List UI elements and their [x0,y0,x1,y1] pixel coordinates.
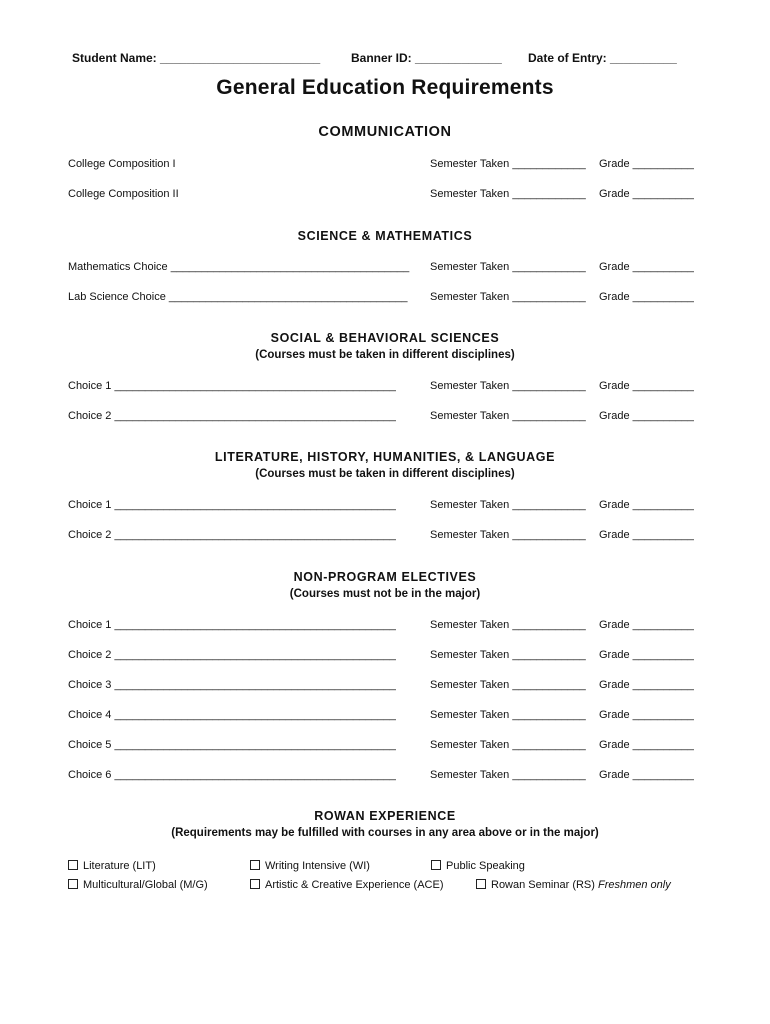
grade-field[interactable]: Grade __________ [599,739,694,751]
semester-taken-field[interactable]: Semester Taken ____________ [430,739,586,751]
semester-taken-field[interactable]: Semester Taken ____________ [430,410,586,422]
row-communication-2 [68,188,700,206]
lab-science-choice-field[interactable]: Lab Science Choice _______________________________________ [68,291,408,303]
checkbox-label: Writing Intensive (WI) [265,860,370,872]
checkbox-icon[interactable] [250,879,260,889]
row-communication-1 [68,158,700,176]
row-electives-5 [68,739,700,757]
row-literature-1 [68,499,700,517]
checkbox-literature[interactable] [68,860,156,872]
choice-field[interactable]: Choice 3 ______________________________________________ [68,679,396,691]
section-heading-science-math: SCIENCE & MATHEMATICS [297,229,473,243]
row-social-2 [68,410,700,428]
semester-taken-field[interactable]: Semester Taken ____________ [430,769,586,781]
row-social-1 [68,380,700,398]
grade-field[interactable]: Grade __________ [599,709,694,721]
checkbox-label: Public Speaking [446,860,525,872]
choice-field[interactable]: Choice 6 ______________________________________________ [68,769,396,781]
row-label: College Composition I [68,158,176,170]
section-heading-communication: COMMUNICATION [318,124,452,140]
grade-field[interactable]: Grade __________ [599,529,694,541]
choice-field[interactable]: Choice 5 ______________________________________________ [68,739,396,751]
choice-field[interactable]: Choice 1 ______________________________________________ [68,380,396,392]
semester-taken-field[interactable]: Semester Taken ____________ [430,619,586,631]
choice-field[interactable]: Choice 1 ______________________________________________ [68,499,396,511]
mathematics-choice-field[interactable]: Mathematics Choice _______________________________________ [68,261,410,273]
section-subheading-electives: (Courses must not be in the major) [289,588,481,600]
checkbox-writing-intensive[interactable] [250,860,370,872]
section-heading-literature: LITERATURE, HISTORY, HUMANITIES, & LANGUAGE [214,450,556,464]
section-heading-rowan: ROWAN EXPERIENCE [314,809,456,823]
grade-field[interactable]: Grade __________ [599,649,694,661]
grade-field[interactable]: Grade __________ [599,499,694,511]
choice-field[interactable]: Choice 2 ______________________________________________ [68,410,396,422]
banner-id-field[interactable]: Banner ID: _____________ [351,51,502,65]
grade-field[interactable]: Grade __________ [599,380,694,392]
checkbox-icon[interactable] [476,879,486,889]
row-science-math-2 [68,291,700,309]
row-label: College Composition II [68,188,179,200]
row-electives-4 [68,709,700,727]
checkbox-rowan-seminar[interactable] [476,879,671,891]
grade-field[interactable]: Grade __________ [599,188,694,200]
checkbox-label: Rowan Seminar (RS) [491,879,595,891]
semester-taken-field[interactable]: Semester Taken ____________ [430,158,586,170]
checkbox-public-speaking[interactable] [431,860,525,872]
checkbox-artistic-creative[interactable] [250,879,444,891]
semester-taken-field[interactable]: Semester Taken ____________ [430,529,586,541]
semester-taken-field[interactable]: Semester Taken ____________ [430,188,586,200]
grade-field[interactable]: Grade __________ [599,619,694,631]
grade-field[interactable]: Grade __________ [599,158,694,170]
section-subheading-rowan: (Requirements may be fulfilled with courses in any area above or in the major) [171,827,599,839]
grade-field[interactable]: Grade __________ [599,291,694,303]
semester-taken-field[interactable]: Semester Taken ____________ [430,261,586,273]
grade-field[interactable]: Grade __________ [599,261,694,273]
grade-field[interactable]: Grade __________ [599,769,694,781]
checkbox-icon[interactable] [68,860,78,870]
choice-field[interactable]: Choice 4 ______________________________________________ [68,709,396,721]
row-science-math-1 [68,261,700,279]
page-title: General Education Requirements [216,76,554,99]
checkbox-label: Literature (LIT) [83,860,156,872]
section-heading-social: SOCIAL & BEHAVIORAL SCIENCES [270,331,500,345]
semester-taken-field[interactable]: Semester Taken ____________ [430,499,586,511]
grade-field[interactable]: Grade __________ [599,410,694,422]
section-subheading-literature: (Courses must be taken in different disciplines) [255,468,515,480]
semester-taken-field[interactable]: Semester Taken ____________ [430,679,586,691]
freshmen-only-note: Freshmen only [597,879,671,891]
checkbox-label: Multicultural/Global (M/G) [83,879,208,891]
choice-field[interactable]: Choice 1 ______________________________________________ [68,619,396,631]
row-electives-6 [68,769,700,787]
choice-field[interactable]: Choice 2 ______________________________________________ [68,649,396,661]
row-electives-2 [68,649,700,667]
row-electives-1 [68,619,700,637]
section-subheading-social: (Courses must be taken in different disciplines) [255,349,515,361]
checkbox-label: Artistic & Creative Experience (ACE) [265,879,444,891]
student-name-field[interactable]: Student Name: ________________________ [72,51,321,65]
semester-taken-field[interactable]: Semester Taken ____________ [430,291,586,303]
checkbox-icon[interactable] [68,879,78,889]
row-literature-2 [68,529,700,547]
checkbox-multicultural-global[interactable] [68,879,208,891]
date-of-entry-field[interactable]: Date of Entry: __________ [528,51,677,65]
section-heading-electives: NON-PROGRAM ELECTIVES [293,570,477,584]
semester-taken-field[interactable]: Semester Taken ____________ [430,649,586,661]
checkbox-icon[interactable] [431,860,441,870]
semester-taken-field[interactable]: Semester Taken ____________ [430,380,586,392]
semester-taken-field[interactable]: Semester Taken ____________ [430,709,586,721]
choice-field[interactable]: Choice 2 ______________________________________________ [68,529,396,541]
grade-field[interactable]: Grade __________ [599,679,694,691]
row-electives-3 [68,679,700,697]
checkbox-icon[interactable] [250,860,260,870]
